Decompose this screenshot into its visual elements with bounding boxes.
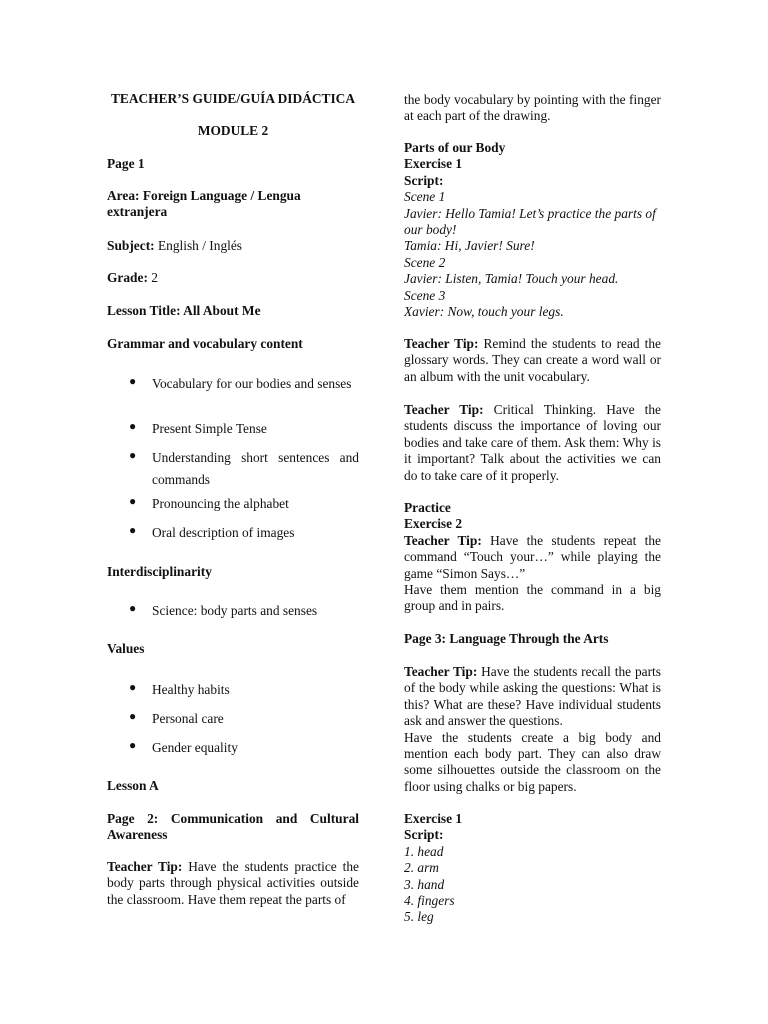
grammar-heading: Grammar and vocabulary content <box>107 336 303 351</box>
bullet-icon: ● <box>129 448 137 462</box>
list-item-text: Oral description of images <box>152 525 295 540</box>
bullet-icon: ● <box>129 680 137 694</box>
script-line: Scene 2 <box>404 254 446 270</box>
script-item: 1. head <box>404 843 444 859</box>
script-item: 4. fingers <box>404 893 455 909</box>
script-item: 5. leg <box>404 909 434 925</box>
parts-heading: Parts of our Body <box>404 140 506 155</box>
lesson-title: Lesson Title: All About Me <box>107 303 261 318</box>
bullet-icon: ● <box>129 523 137 537</box>
bullet-icon: ● <box>129 374 137 388</box>
page2-teacher-tip <box>107 859 359 908</box>
bullet-icon: ● <box>129 601 137 615</box>
list-item-text: Pronouncing the alphabet <box>152 496 289 511</box>
lesson-a-heading: Lesson A <box>107 778 159 793</box>
teacher-tip-critical-thinking <box>404 402 661 484</box>
page2-heading: Page 2: Communication and Cultural Awareness <box>107 811 359 843</box>
script-label: Script: <box>404 172 444 188</box>
list-item-text: Healthy habits <box>152 682 230 697</box>
tip-label: Teacher Tip: <box>404 402 484 417</box>
bullet-icon: ● <box>129 419 137 433</box>
grade-label: Grade: <box>107 270 148 285</box>
script-line: Javier: Hello Tamia! Let’s practice the parts of our body! <box>404 205 656 238</box>
exercise-1-heading: Exercise 1 <box>404 156 463 172</box>
tip-label: Teacher Tip: <box>404 664 478 679</box>
script-item: 2. arm <box>404 860 439 876</box>
bullet-icon: ● <box>129 738 137 752</box>
list-item-text: Present Simple Tense <box>152 421 267 436</box>
practice-heading: Practice <box>404 500 451 515</box>
grade-value: 2 <box>147 270 158 285</box>
tip-label: Teacher Tip: <box>404 532 482 548</box>
grade-line <box>107 270 359 286</box>
bullet-icon: ● <box>129 709 137 723</box>
exercise-1b-heading: Exercise 1 <box>404 811 463 826</box>
tip-text: Have the students practice the body parts through physical activities outside the classroom. Have them repeat the parts of <box>107 859 359 907</box>
tip-text: Have the students recall the parts of the body while asking the questions: What is this? What are these? Have individual students ask and answer the questions. <box>404 664 661 729</box>
script-line: Tamia: Hi, Javier! Sure! <box>404 238 535 254</box>
tip-label: Teacher Tip: <box>107 859 183 874</box>
teacher-tip-arts <box>404 664 661 795</box>
exercise-1b-section <box>404 811 661 926</box>
script-line: Scene 1 <box>404 189 446 205</box>
list-item-text: Personal care <box>152 711 224 726</box>
tip-paragraph <box>404 664 661 730</box>
practice-section <box>404 500 661 615</box>
script-line: Javier: Listen, Tamia! Touch your head. <box>404 271 619 287</box>
tip-text: Critical Thinking. Have the students discuss the importance of loving our bodies and take care of them. Ask them: Why is it important? Talk about the activities we can do to take care of it properly. <box>404 402 661 483</box>
exercise-2-heading: Exercise 2 <box>404 516 463 532</box>
tip-text: Remind the students to read the glossary words. They can create a word wall or an album with the unit vocabulary. <box>404 336 661 384</box>
list-item-text: Gender equality <box>152 740 238 755</box>
module-title: MODULE 2 <box>197 123 269 138</box>
subject-line <box>107 238 359 254</box>
tip-label: Teacher Tip: <box>404 336 479 351</box>
script-item: 3. hand <box>404 876 445 892</box>
teacher-tip-simon-says <box>404 533 661 582</box>
tip-continuation: Have them mention the command in a big group and in pairs. <box>404 582 661 614</box>
bullet-icon: ● <box>129 494 137 508</box>
script-line: Xavier: Now, touch your legs. <box>404 304 564 320</box>
script-line: Scene 3 <box>404 287 446 303</box>
tip-text: Have the students repeat the command “Touch your…” while playing the game “Simon Says…” <box>404 532 661 581</box>
tip-continuation: Have the students create a big body and mention each body part. They can also draw some silhouettes outside the classroom on the floor using chalks or big papers. <box>404 729 661 794</box>
list-item-text: Vocabulary for our bodies and senses <box>152 376 352 391</box>
teacher-tip-glossary <box>404 336 661 385</box>
subject-label: Subject: <box>107 238 155 253</box>
script-2-label: Script: <box>404 827 444 843</box>
page1-heading: Page 1 <box>107 156 145 171</box>
continued-text: the body vocabulary by pointing with the finger at each part of the drawing. <box>404 92 661 124</box>
guide-title: TEACHER’S GUIDE/GUÍA DIDÁCTICA <box>110 91 356 106</box>
page3-heading: Page 3: Language Through the Arts <box>404 631 609 646</box>
area-heading: Area: Foreign Language / Lengua extranjera <box>107 188 301 220</box>
values-heading: Values <box>107 641 145 656</box>
subject-value: English / Inglés <box>154 238 243 253</box>
list-item-text: Understanding short sentences and commands <box>152 450 359 487</box>
interdisc-heading: Interdisciplinarity <box>107 564 212 579</box>
parts-section <box>404 140 661 320</box>
list-item-text: Science: body parts and senses <box>152 603 318 618</box>
